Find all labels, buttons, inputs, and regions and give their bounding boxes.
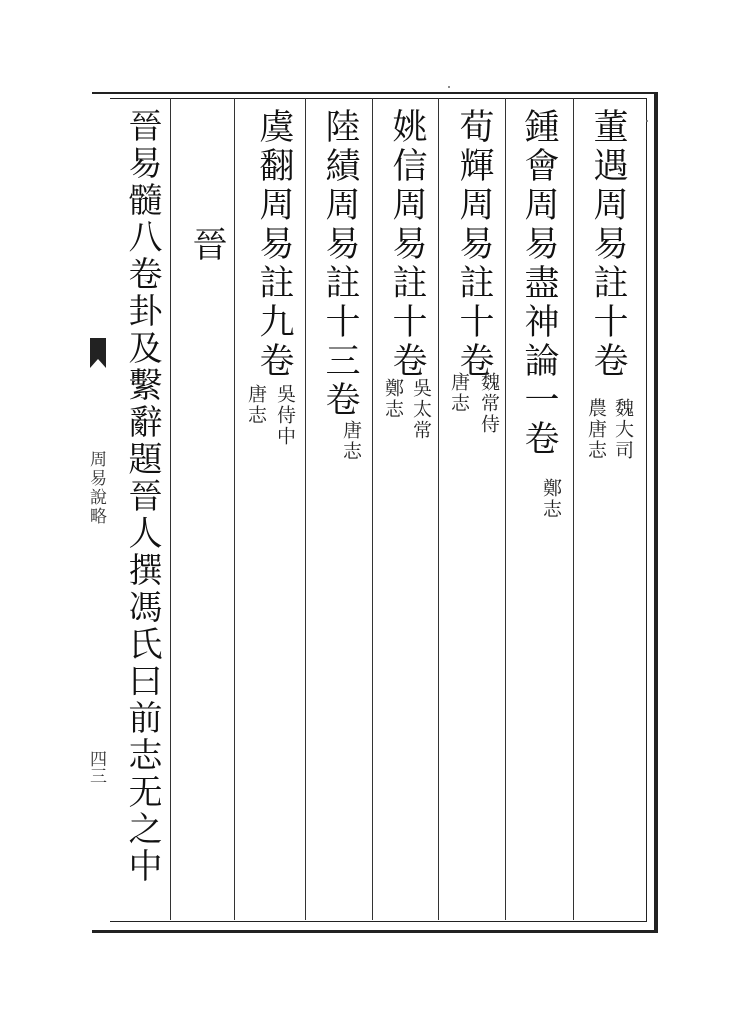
- column-rule: [372, 98, 373, 920]
- note-column-3-right: 魏常侍: [478, 372, 500, 435]
- note-column-1-right: 魏大司: [612, 398, 634, 461]
- margin-book-title: 周易說略: [86, 450, 106, 526]
- text-column-6: 虞翻周易註九卷: [254, 108, 294, 381]
- text-column-2: 鍾會周易盡神論一卷: [519, 108, 559, 459]
- page-frame-inner: [110, 98, 647, 922]
- note-column-6-right: 吳侍中: [274, 384, 296, 447]
- section-heading: 晉: [187, 226, 227, 265]
- text-column-4: 姚信周易註十卷: [387, 108, 427, 381]
- text-column-1: 董遇周易註十卷: [588, 108, 628, 381]
- margin-page-number: 四三: [86, 750, 106, 784]
- note-column-4-right: 吳太常: [410, 378, 432, 441]
- column-rule: [234, 98, 235, 920]
- column-rule: [438, 98, 439, 920]
- note-column-4-left: 鄭志: [382, 378, 404, 420]
- column-rule: [573, 98, 574, 920]
- scan-speck: [646, 120, 648, 122]
- scan-speck: [448, 86, 450, 88]
- text-column-3: 荀輝周易註十卷: [454, 108, 494, 381]
- note-column-3-left: 唐志: [448, 372, 470, 414]
- column-rule: [505, 98, 506, 920]
- note-column-6-left: 唐志: [245, 384, 267, 426]
- column-rule: [170, 98, 171, 920]
- text-column-8: 晉易髓八卷卦及繫辭題晉人撰馮氏曰前志无之中: [122, 108, 162, 885]
- text-column-5: 陸績周易註十三卷: [320, 108, 360, 420]
- column-rule: [305, 98, 306, 920]
- note-column-2-left: 鄭志: [540, 478, 562, 520]
- note-column-5-left: 唐志: [340, 420, 362, 462]
- note-column-1-left: 農唐志: [585, 398, 607, 461]
